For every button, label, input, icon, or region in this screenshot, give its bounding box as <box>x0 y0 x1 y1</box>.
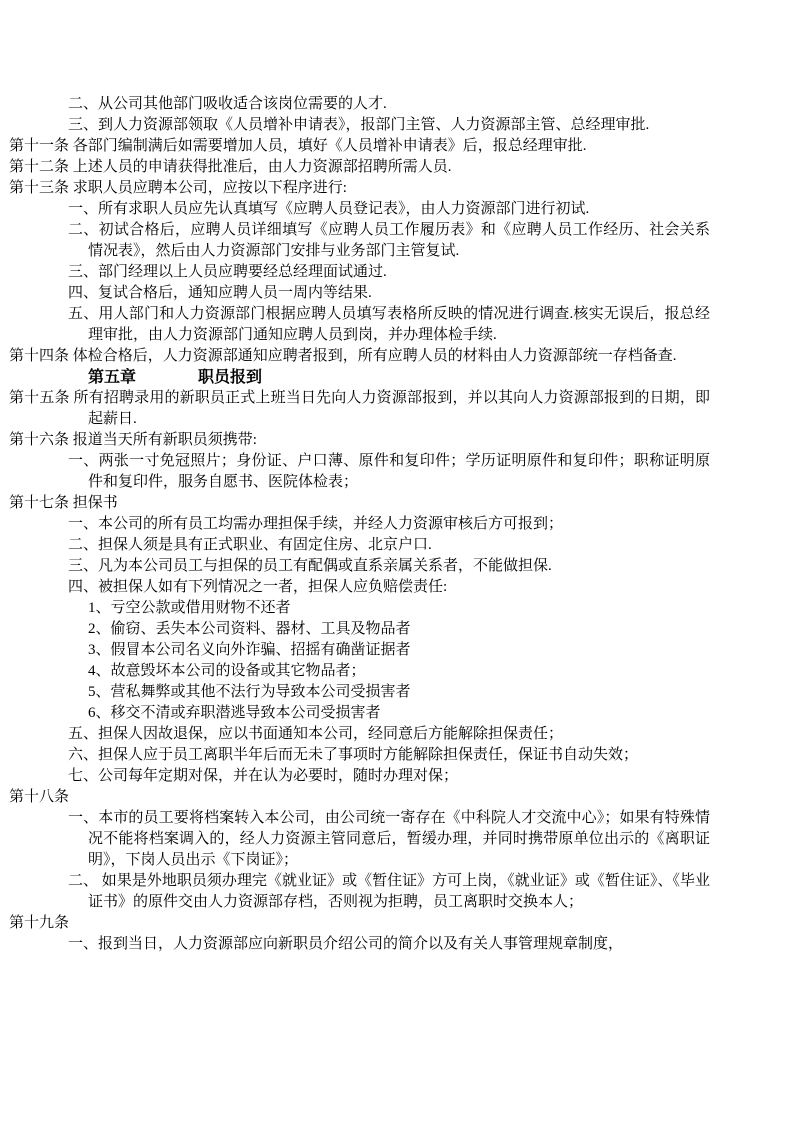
sub-item-paragraph: 一、所有求职人员应先认真填写《应聘人员登记表》，由人力资源部门进行初试. <box>68 201 590 217</box>
sub-item-paragraph: 一、两张一寸免冠照片；身份证、户口薄、原件和复印件；学历证明原件和复印件；职称证明原件和复印件，服务自愿书、医院体检表； <box>68 453 710 490</box>
sub-item-paragraph: 二、担保人须是具有正式职业、有固定住房、北京户口. <box>68 537 432 553</box>
numbered-item-paragraph: 4、故意毁坏本公司的设备或其它物品者； <box>88 663 366 679</box>
article-paragraph: 第十九条 <box>9 915 70 931</box>
sub-item-paragraph: 二、初试合格后，应聘人员详细填写《应聘人员工作履历表》和《应聘人员工作经历、社会关系情况表》，然后由人力资源部门安排与业务部门主管复试. <box>68 222 710 259</box>
article-paragraph: 第十三条 求职人员应聘本公司，应按以下程序进行: <box>9 180 347 196</box>
sub-item-paragraph: 四、复试合格后，通知应聘人员一周内等结果. <box>68 285 372 301</box>
sub-item-paragraph: 五、担保人因故退保，应以书面通知本公司，经同意后方能解除担保责任； <box>68 726 564 742</box>
chapter-number: 第五章 <box>88 369 137 386</box>
chapter-title: 职员报到 <box>198 369 263 386</box>
numbered-item-paragraph: 3、假冒本公司名义向外诈骗、招摇有确凿证据者 <box>88 642 411 658</box>
sub-item-paragraph: 一、本市的员工要将档案转入本公司，由公司统一寄存在《中科院人才交流中心》；如果有特殊情况不能将档案调入的，经人力资源主管同意后，暂缓办理，并同时携带原单位出示的《离职证明》，下岗人员出示《下岗证》； <box>68 810 710 868</box>
numbered-item-paragraph: 1、亏空公款或借用财物不还者 <box>88 600 291 616</box>
sub-item-paragraph: 三、到人力资源部领取《人员增补申请表》，报部门主管、人力资源部主管、总经理审批. <box>68 117 650 133</box>
sub-item-paragraph: 三、凡为本公司员工与担保的员工有配偶或直系亲属关系者，不能做担保. <box>68 558 552 574</box>
sub-item-paragraph: 三、部门经理以上人员应聘要经总经理面试通过. <box>68 264 387 280</box>
numbered-item-paragraph: 2、偷窃、丢失本公司资料、器材、工具及物品者 <box>88 621 411 637</box>
article-paragraph: 第十六条 报道当天所有新职员须携带: <box>9 432 257 448</box>
numbered-item-paragraph: 6、移交不清或弃职潜逃导致本公司受损害者 <box>88 705 381 721</box>
sub-item-paragraph: 六、担保人应于员工离职半年后而无未了事项时方能解除担保责任，保证书自动失效； <box>68 747 639 763</box>
sub-item-paragraph: 二、从公司其他部门吸收适合该岗位需要的人才. <box>68 96 387 112</box>
sub-item-paragraph: 二、 如果是外地职员须办理完《就业证》或《暂住证》方可上岗，《就业证》或《暂住证》、《毕业证书》的原件交由人力资源部存档，否则视为拒聘，员工离职时交换本人； <box>68 873 710 910</box>
sub-item-paragraph: 四、被担保人如有下列情况之一者，担保人应负赔偿责任: <box>68 579 448 595</box>
sub-item-paragraph: 一、本公司的所有员工均需办理担保手续，并经人力资源审核后方可报到； <box>68 516 564 532</box>
article-paragraph: 第十二条 上述人员的申请获得批准后，由人力资源部招聘所需人员. <box>9 159 452 175</box>
sub-item-paragraph: 七、公司每年定期对保，并在认为必要时，随时办理对保； <box>68 768 459 784</box>
sub-item-paragraph: 五、用人部门和人力资源部门根据应聘人员填写表格所反映的情况进行调查.核实无误后，报总经理审批，由人力资源部门通知应聘人员到岗，并办理体检手续. <box>68 306 710 343</box>
article-paragraph: 第十五条 所有招聘录用的新职员正式上班当日先向人力资源部报到，并以其向人力资源部报到的日期，即起薪日. <box>9 390 710 427</box>
article-paragraph: 第十八条 <box>9 789 70 805</box>
article-paragraph: 第十一条 各部门编制满后如需要增加人员，填好《人员增补申请表》后，报总经理审批. <box>9 138 587 154</box>
article-paragraph: 第十七条 担保书 <box>9 495 118 511</box>
numbered-item-paragraph: 5、营私舞弊或其他不法行为导致本公司受损害者 <box>88 684 411 700</box>
sub-item-paragraph: 一、报到当日，人力资源部应向新职员介绍公司的简介以及有关人事管理规章制度， <box>68 936 624 952</box>
chapter-heading <box>88 367 710 388</box>
article-paragraph: 第十四条 体检合格后，人力资源部通知应聘者报到，所有应聘人员的材料由人力资源部统一存档备查. <box>9 348 677 364</box>
